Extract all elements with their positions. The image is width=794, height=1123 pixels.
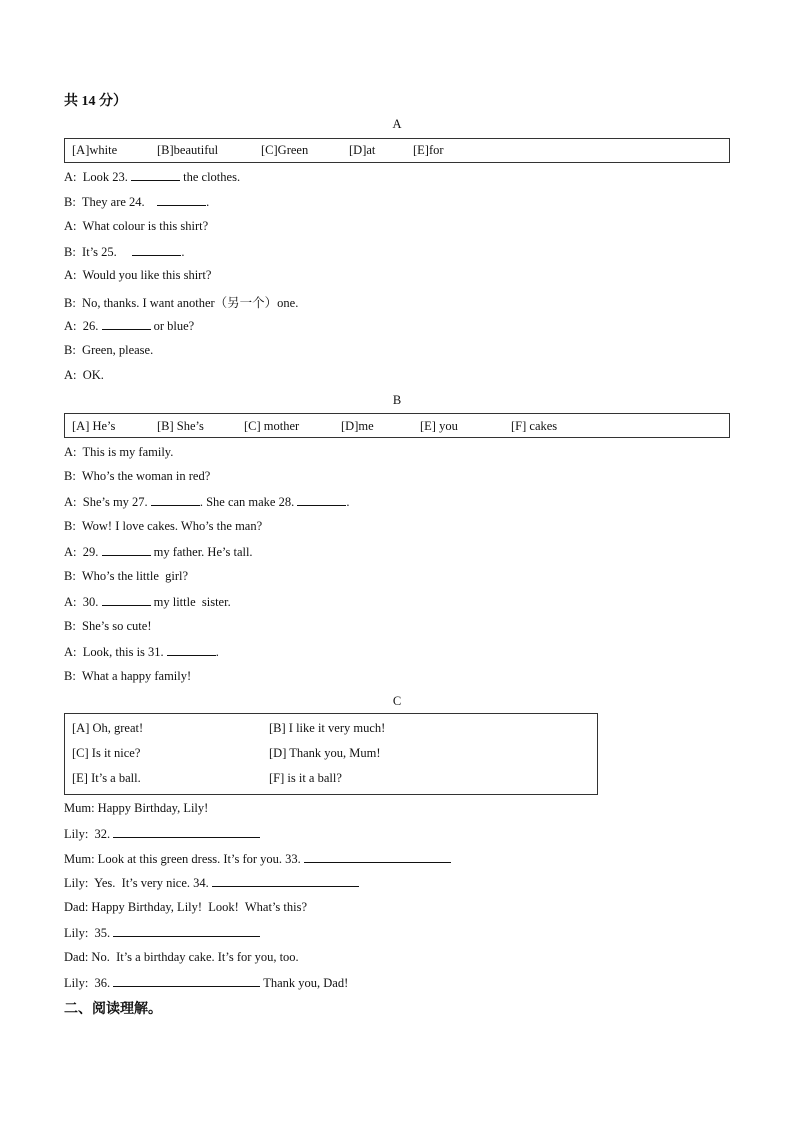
option-a-white: [A]white	[72, 143, 118, 157]
dialogue-line: Mum: Happy Birthday, Lily!	[64, 801, 209, 815]
answer-blank-28[interactable]	[297, 494, 346, 506]
option-c-is-it-nice: [C] Is it nice?	[72, 746, 141, 760]
dialogue-line: A: This is my family.	[64, 445, 174, 459]
section-a-word-bank	[64, 138, 730, 163]
dialogue-line: B: It’s 25. .	[64, 245, 185, 259]
option-e-its-a-ball: [E] It’s a ball.	[72, 771, 141, 785]
answer-blank-29[interactable]	[102, 544, 151, 556]
option-d-at: [D]at	[349, 143, 376, 157]
answer-blank-36[interactable]	[113, 975, 260, 987]
option-b-shes: [B] She’s	[157, 419, 204, 433]
section-b-word-bank	[64, 413, 730, 438]
dialogue-line: Lily: 32.	[64, 826, 260, 842]
dialogue-line: Lily: 35.	[64, 925, 260, 941]
dialogue-line: A: 29. my father. He’s tall.	[64, 545, 253, 559]
dialogue-line: Lily: Yes. It’s very nice. 34.	[64, 875, 359, 891]
option-d-me: [D]me	[341, 419, 374, 433]
dialogue-line: A: 26. or blue?	[64, 319, 195, 333]
answer-blank-35[interactable]	[113, 925, 260, 937]
dialogue-line: B: She’s so cute!	[64, 619, 152, 633]
section-a-title: A	[392, 117, 402, 131]
section-b-title: B	[392, 393, 402, 407]
answer-blank-33[interactable]	[304, 851, 451, 863]
answer-blank-24[interactable]	[157, 194, 206, 206]
dialogue-line: B: Who’s the little girl?	[64, 569, 189, 583]
dialogue-line: Mum: Look at this green dress. It’s for you. 33.	[64, 851, 451, 867]
dialogue-line: B: No, thanks. I want another（另一个）one.	[64, 296, 299, 310]
option-d-thank-you-mum: [D] Thank you, Mum!	[269, 746, 381, 760]
answer-blank-25[interactable]	[132, 244, 181, 256]
option-b-beautiful: [B]beautiful	[157, 143, 219, 157]
answer-blank-31[interactable]	[167, 644, 216, 656]
dialogue-line: Lily: 36. Thank you, Dad!	[64, 976, 349, 990]
option-c-green: [C]Green	[261, 143, 309, 157]
dialogue-line: Dad: No. It’s a birthday cake. It’s for you, too.	[64, 950, 299, 964]
option-a-oh-great: [A] Oh, great!	[72, 721, 144, 735]
answer-blank-23[interactable]	[131, 169, 180, 181]
option-e-for: [E]for	[413, 143, 444, 157]
dialogue-line: B: They are 24. .	[64, 195, 210, 209]
dialogue-line: B: Wow! I love cakes. Who’s the man?	[64, 519, 263, 533]
option-b-i-like-it: [B] I like it very much!	[269, 721, 386, 735]
answer-blank-27[interactable]	[151, 494, 200, 506]
dialogue-line: A: Look, this is 31. .	[64, 645, 219, 659]
dialogue-line: A: Look 23. the clothes.	[64, 170, 241, 184]
dialogue-line: A: What colour is this shirt?	[64, 219, 209, 233]
option-f-cakes: [F] cakes	[511, 419, 558, 433]
answer-blank-26[interactable]	[102, 318, 151, 330]
dialogue-line: A: 30. my little sister.	[64, 595, 231, 609]
section-heading-score: 共 14 分）	[64, 94, 127, 109]
dialogue-line: B: Who’s the woman in red?	[64, 469, 211, 483]
option-f-is-it-a-ball: [F] is it a ball?	[269, 771, 342, 785]
option-a-hes: [A] He’s	[72, 419, 116, 433]
answer-blank-30[interactable]	[102, 594, 151, 606]
dialogue-line: A: She’s my 27. . She can make 28. .	[64, 495, 350, 509]
section-heading-reading: 二、阅读理解。	[64, 1002, 162, 1017]
dialogue-line: A: Would you like this shirt?	[64, 268, 212, 282]
answer-blank-32[interactable]	[113, 826, 260, 838]
dialogue-line: A: OK.	[64, 368, 104, 382]
answer-blank-34[interactable]	[212, 875, 359, 887]
option-e-you: [E] you	[420, 419, 458, 433]
dialogue-line: B: What a happy family!	[64, 669, 192, 683]
dialogue-line: Dad: Happy Birthday, Lily! Look! What’s this?	[64, 900, 308, 914]
section-c-title: C	[392, 694, 402, 708]
option-c-mother: [C] mother	[244, 419, 300, 433]
dialogue-line: B: Green, please.	[64, 343, 154, 357]
section-c-sentence-bank	[64, 713, 598, 795]
